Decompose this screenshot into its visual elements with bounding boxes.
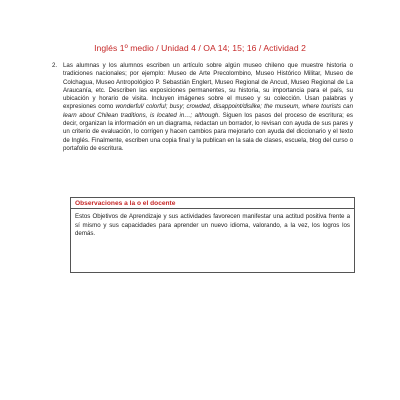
activity-text-italic: wonderful/ colorful; busy; crowded, disappoint/dislike; the museum, where tourists can learn about Chilean traditions, is located in…; although xyxy=(63,103,353,119)
activity-paragraph xyxy=(52,62,353,153)
activity-number: 2. xyxy=(52,62,58,69)
activity-text-part1: Las alumnas y los alumnos escriben un artículo sobre algún museo chileno que muestre historia o tradiciones nacionales; por ejemplo: Museo de Arte Precolombino, Museo Histórico Militar, Museo de Colchagua, Museo Antropológico P. Sebastián Englert, Museo Regional de Ancud, Museo Regional de La Araucanía, etc. Describen las exposiciones permanentes, su historia, su importancia para el país, su ubicación y horario de visita. Incluyen imágenes sobre el museo y su colección. Usan palabras y expresiones como xyxy=(63,62,353,111)
activity-text-part2: . Siguen los pasos del proceso de escritura; es decir, organizan la información en un diagrama, redactan un borrador, lo revisan con ayuda de sus pares y un criterio de evaluación, lo corrigen y hacen cambios para mejorarlo con ayuda del diccionario y el texto de Inglés. Finalmente, escriben una copia final y la publican en la sala de clases, escuela, blog del curso o portafolio de escritura. xyxy=(63,111,353,152)
document-header: Inglés 1º medio / Unidad 4 / OA 14; 15; 16 / Actividad 2 xyxy=(94,43,306,53)
observations-box xyxy=(70,197,355,273)
observations-title: Observaciones a la o el docente xyxy=(71,198,354,209)
observations-body: Estos Objetivos de Aprendizaje y sus actividades favorecen manifestar una actitud positiva frente a sí mismo y sus capacidades para aprender un nuevo idioma, valorando, a la vez, los logros los demás. xyxy=(75,213,350,237)
